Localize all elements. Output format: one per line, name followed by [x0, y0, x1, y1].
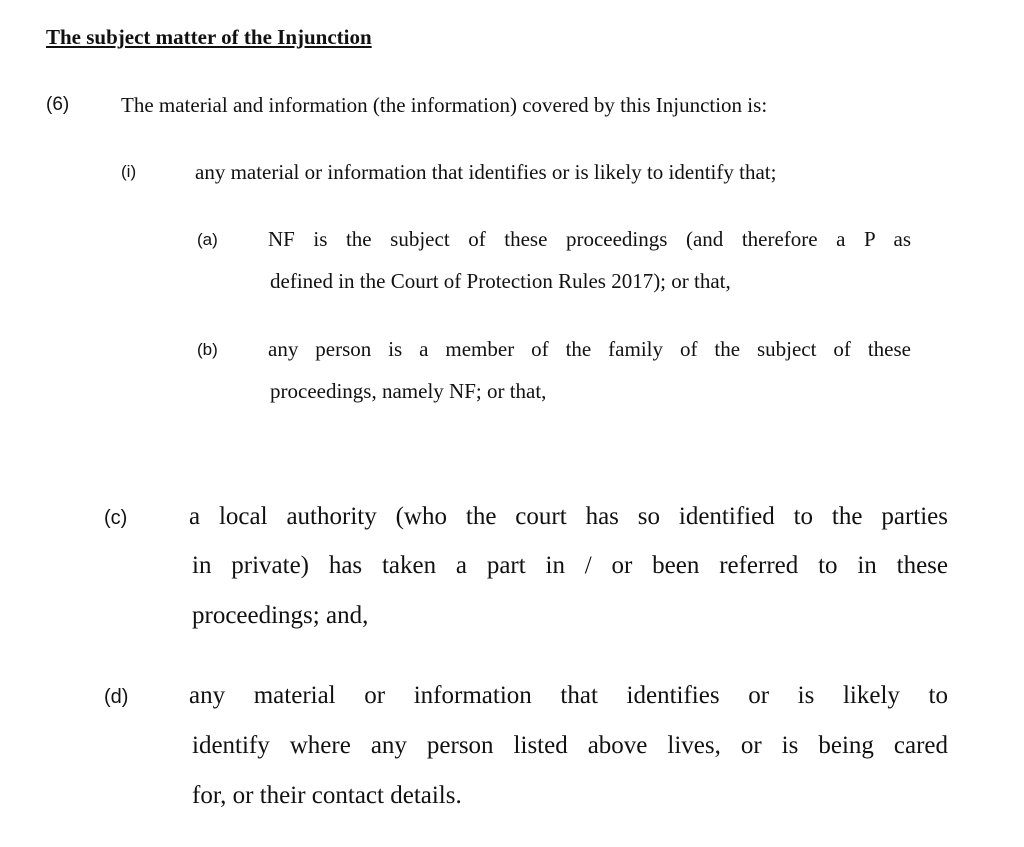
item-number: (b) — [197, 340, 218, 359]
item-text: a local authority (who the court has so identified to the parties — [189, 503, 948, 530]
item-text: any material or information that identifies or is likely to identify that; — [195, 160, 777, 184]
item-number: (i) — [121, 162, 137, 181]
item-number: (a) — [197, 230, 218, 249]
item-text: proceedings, namely NF; or that, — [270, 379, 547, 403]
item-text: proceedings; and, — [192, 602, 369, 629]
item-text: in private) has taken a part in / or been referred to in these — [192, 552, 948, 579]
item-number: (d) — [104, 686, 129, 708]
item-text: any person is a member of the family of the subject of these — [268, 337, 911, 361]
item-number: (c) — [104, 507, 128, 529]
para-text: The material and information (the information) covered by this Injunction is: — [121, 93, 768, 117]
item-text: identify where any person listed above lives, or is being cared — [192, 732, 948, 759]
item-text: for, or their contact details. — [192, 782, 462, 809]
section-heading: The subject matter of the Injunction — [46, 25, 372, 49]
para-number: (6) — [46, 94, 70, 115]
item-text: defined in the Court of Protection Rules 2017); or that, — [270, 269, 731, 293]
item-text: NF is the subject of these proceedings (and therefore a P as — [268, 227, 911, 251]
item-text: any material or information that identifies or is likely to — [189, 682, 948, 709]
